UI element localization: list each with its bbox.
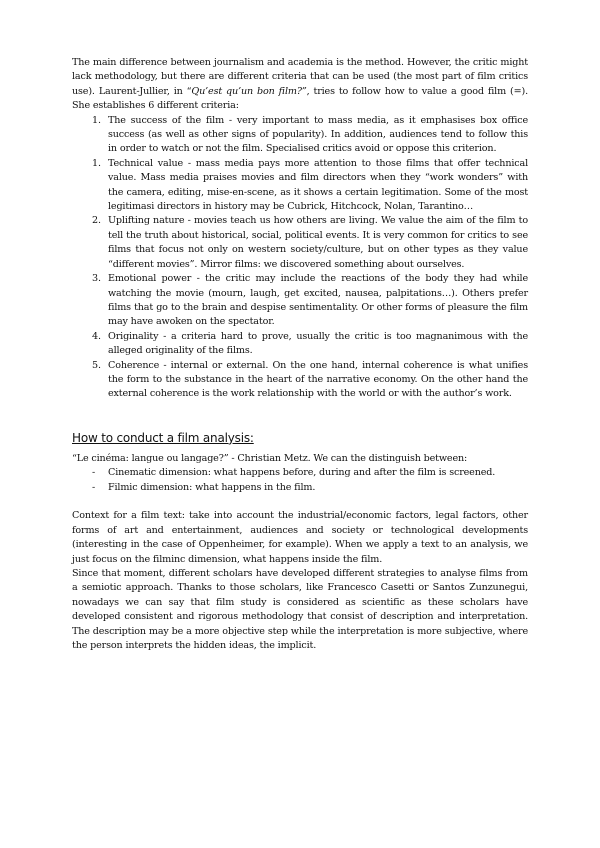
criteria-text: Emotional power - the critic may include the reactions of the body they had while watching the movie (mourn, laugh, get excited, nausea, palpitations…). Others prefer films that go to the brain and despise sentimentality. Or other forms of pleasure the film may have awoken on the spectator. (108, 273, 528, 328)
list-dash: - (92, 467, 96, 479)
quote-line: “Le cinéma: langue ou langage?” - Christian Metz. We can the distinguish between: (72, 452, 468, 464)
dimension-text: Filmic dimension: what happens in the film. (108, 481, 316, 493)
list-number: 2. (92, 215, 101, 227)
intro-text-start: The main difference between journalism and academia is the method. However, the critic might lack methodology, but there are different criteria that can be used (the most part of film critics use). Laurent-Jullier, in “ (72, 57, 528, 97)
intro-text-end: , tries to follow how to value a good film (=). She establishes 6 different criteria: (72, 85, 528, 112)
criteria-text: Coherence - internal or external. On the one hand, internal coherence is what unifies the form to the substance in the heart of the narrative economy. On the other hand the external coherence is the work relationship with the world or with the author’s work. (108, 359, 528, 400)
list-number: 1. (92, 114, 101, 126)
list-number: 3. (92, 273, 101, 285)
dimension-item-filmic (72, 481, 528, 495)
paragraph-spacer (72, 495, 528, 509)
criteria-text: Technical value - mass media pays more attention to those films that offer technical value. Mass media praises movies and film directors when they “work wonders” with the camera, editing, mise-en-scene, as it shows a certain legitimation. Some of the most legitimasi directors in history may be Cubrick, Hitchcock, Nolan, Tarantino… (108, 157, 528, 213)
list-dash: - (92, 481, 96, 493)
book-title: Qu’est qu’un bon film?” (191, 85, 307, 97)
criteria-item-emotional-power (72, 272, 528, 330)
list-number: 1. (92, 157, 101, 169)
scholars-paragraph: Since that moment, different scholars have developed different strategies to analyse films from a semiotic approach. Thanks to those scholars, like Francesco Casetti or Santos Zunzunegui, nowadays we can say that film study is considered as scientific as these scholars have developed consistent and rigorous methodology that consist of description and interpretation. The description may be a more objective step while the interpretation is more subjective, where the person interprets the hidden ideas, the implicit. (72, 567, 528, 652)
document-page (72, 56, 528, 653)
criteria-item-originality (72, 330, 528, 359)
criteria-text: The success of the film - very important to mass media, as it emphasises box office success (as well as other signs of popularity). In addition, audiences tend to follow this in order to watch or not the film. Specialised critics avoid or oppose this criterion. (108, 114, 528, 155)
section-heading: How to conduct a film analysis: (72, 430, 254, 445)
criteria-item-coherence (72, 359, 528, 402)
intro-paragraph (72, 56, 528, 114)
criteria-text: Originality - a criteria hard to prove, usually the critic is too magnanimous with the alleged originality of the films. (108, 330, 528, 357)
list-number: 4. (92, 330, 101, 342)
criteria-text: Uplifting nature - movies teach us how others are living. We value the aim of the film to tell the truth about historical, social, political events. It is very common for critics to see films that focus not only on western society/culture, but on other types as they value “different movies”. Mirror films: we discovered something about ourselves. (108, 215, 528, 270)
criteria-list (72, 114, 528, 402)
criteria-item-success (72, 114, 528, 157)
section-spacer (72, 402, 528, 430)
list-number: 5. (92, 359, 101, 371)
context-paragraph: Context for a film text: take into account the industrial/economic factors, legal factors, other forms of art and entertainment, audiences and society or technological developments (interesting in the case of Oppenheimer, for example). When we apply a text to an analysis, we just focus on the filminc dimension, what happens inside the film. (72, 510, 528, 565)
dimension-list (72, 466, 528, 495)
criteria-item-technical-value (72, 157, 528, 215)
dimension-text: Cinematic dimension: what happens before, during and after the film is screened. (108, 467, 496, 479)
dimension-item-cinematic (72, 466, 528, 480)
criteria-item-uplifting-nature (72, 214, 528, 272)
